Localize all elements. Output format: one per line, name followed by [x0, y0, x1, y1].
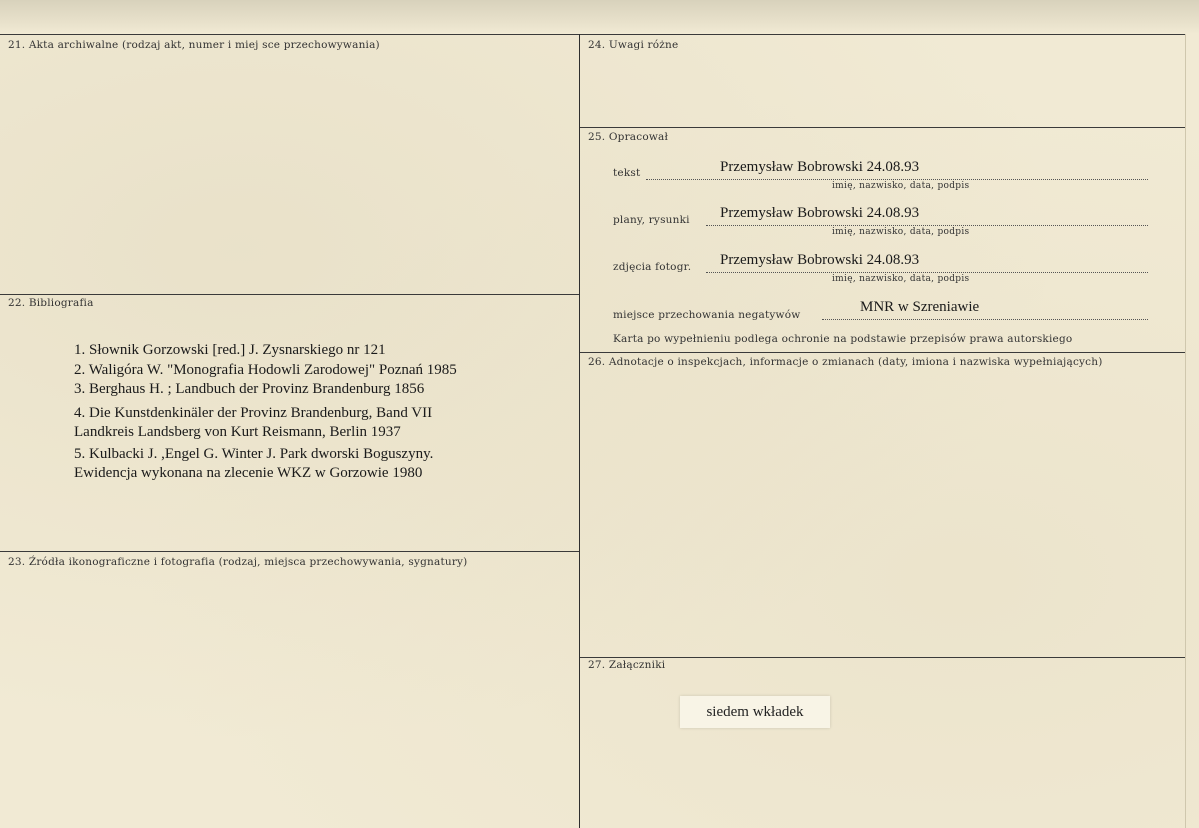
opracowal-plany-caption: imię, nazwisko, data, podpis [832, 227, 970, 237]
opracowal-zdjecia-line [706, 272, 1148, 273]
divider-25-26 [580, 352, 1185, 353]
opracowal-plany-value: Przemysław Bobrowski 24.08.93 [720, 205, 920, 221]
section-22-label: 22. Bibliografia [8, 297, 94, 309]
negatives-label: miejsce przechowania negatywów [613, 309, 801, 321]
divider-21-22 [0, 294, 579, 295]
opracowal-zdjecia-value: Przemysław Bobrowski 24.08.93 [720, 252, 920, 268]
center-divider [579, 34, 580, 828]
section-26-label: 26. Adnotacje o inspekcjach, informacje o zmianach (daty, imiona i nazwiska wypełniających) [588, 356, 1103, 368]
negatives-line [822, 319, 1148, 320]
top-border [0, 34, 1185, 35]
bibliography-entry: Landkreis Landsberg von Kurt Reismann, Berlin 1937 [74, 424, 401, 440]
attachments-slip [680, 696, 830, 728]
bibliography-list [74, 341, 457, 484]
bibliography-entry: 3. Berghaus H. ; Landbuch der Provinz Brandenburg 1856 [74, 381, 425, 397]
section-21-label: 21. Akta archiwalne (rodzaj akt, numer i miej sce przechowywania) [8, 39, 380, 51]
right-edge [1185, 34, 1186, 828]
section-24-label: 24. Uwagi różne [588, 39, 679, 51]
divider-26-27 [580, 657, 1185, 658]
scan-top-edge [0, 0, 1199, 34]
bibliography-entry: 5. Kulbacki J. ,Engel G. Winter J. Park dworski Boguszyny. [74, 445, 434, 462]
opracowal-tekst-label: tekst [613, 167, 641, 179]
bibliography-entry: 4. Die Kunstdenkinäler der Provinz Brandenburg, Band VII [74, 404, 433, 421]
opracowal-zdjecia-caption: imię, nazwisko, data, podpis [832, 274, 970, 284]
section-25-label: 25. Opracował [588, 131, 669, 143]
opracowal-tekst-value: Przemysław Bobrowski 24.08.93 [720, 159, 920, 175]
opracowal-zdjecia-label: zdjęcia fotogr. [613, 261, 692, 273]
section-27-label: 27. Załączniki [588, 659, 666, 671]
bibliography-entry: 2. Waligóra W. "Monografia Hodowli Zarodowej" Poznań 1985 [74, 361, 457, 378]
opracowal-plany-label: plany, rysunki [613, 214, 690, 226]
bibliography-entry: 1. Słownik Gorzowski [red.] J. Zysnarskiego nr 121 [74, 342, 386, 358]
copyright-note: Karta po wypełnieniu podlega ochronie na podstawie przepisów prawa autorskiego [613, 333, 1073, 345]
opracowal-tekst-line [646, 179, 1148, 180]
bibliography-entry: Ewidencja wykonana na zlecenie WKZ w Gorzowie 1980 [74, 465, 423, 481]
divider-22-23 [0, 551, 579, 552]
opracowal-plany-line [706, 225, 1148, 226]
divider-24-25 [580, 127, 1185, 128]
opracowal-tekst-caption: imię, nazwisko, data, podpis [832, 181, 970, 191]
negatives-value: MNR w Szreniawie [860, 299, 980, 315]
attachments-value: siedem wkładek [706, 703, 804, 720]
section-23-label: 23. Źródła ikonograficzne i fotografia (rodzaj, miejsca przechowywania, sygnatury) [8, 556, 468, 568]
